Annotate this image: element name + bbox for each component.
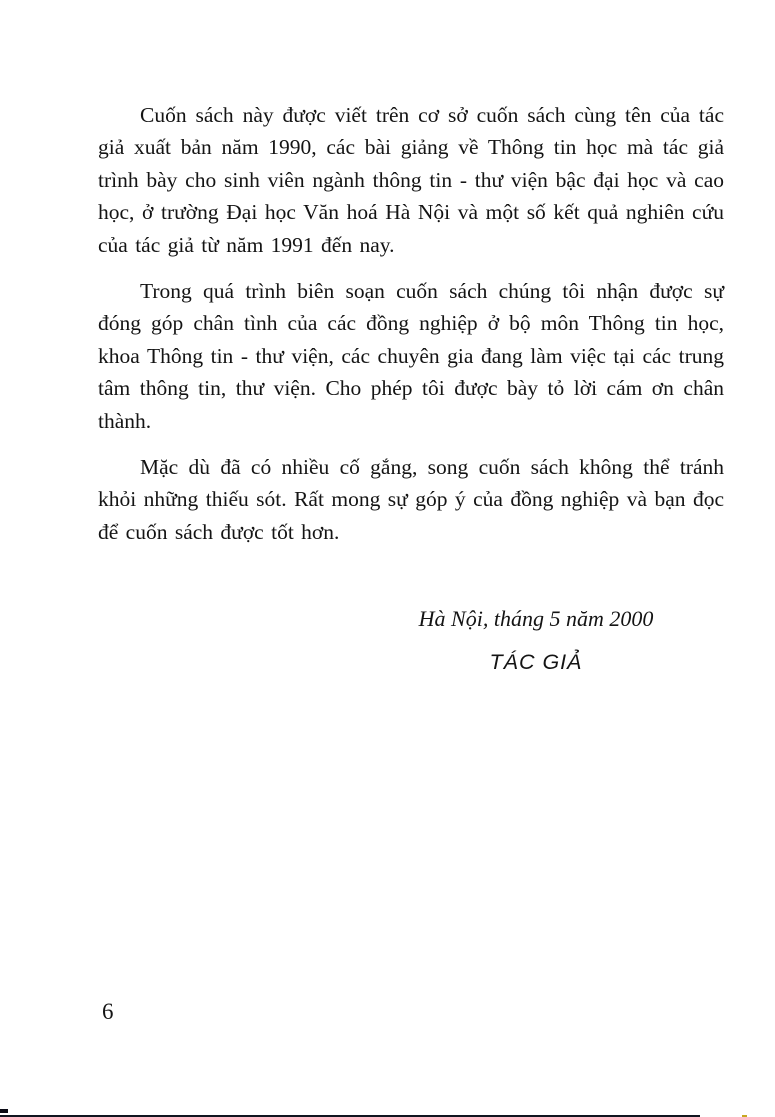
page-number: 6 [102, 999, 114, 1024]
paragraph-3: Mặc dù đã có nhiều cố gắng, song cuốn sách không thể tránh khỏi những thiếu sót. Rất mong sự góp ý của đồng nghiệp và bạn đọc để cuốn sách được tốt hơn. [98, 455, 724, 544]
body-text [98, 99, 724, 562]
paragraph-1: Cuốn sách này được viết trên cơ sở cuốn sách cùng tên của tác giả xuất bản năm 1990, các bài giảng về Thông tin học mà tác giả trình bày cho sinh viên ngành thông tin - thư viện bậc đại học và cao học, ở trường Đại học Văn hoá Hà Nội và một số kết quả nghiên cứu của tác giả từ năm 1991 đến nay. [98, 103, 724, 257]
paragraph-2: Trong quá trình biên soạn cuốn sách chúng tôi nhận được sự đóng góp chân tình của các đồng nghiệp ở bộ môn Thông tin học, khoa Thông tin - thư viện, các chuyên gia đang làm việc tại các trung tâm thông tin, thư viện. Cho phép tôi được bày tỏ lời cám ơn chân thành. [98, 279, 724, 433]
scan-artifact-dash [0, 1109, 8, 1113]
signature-place-date: Hà Nội, tháng 5 năm 2000 [418, 606, 654, 631]
signature-author: TÁC GIẢ [489, 650, 583, 674]
signature-block [370, 606, 702, 675]
